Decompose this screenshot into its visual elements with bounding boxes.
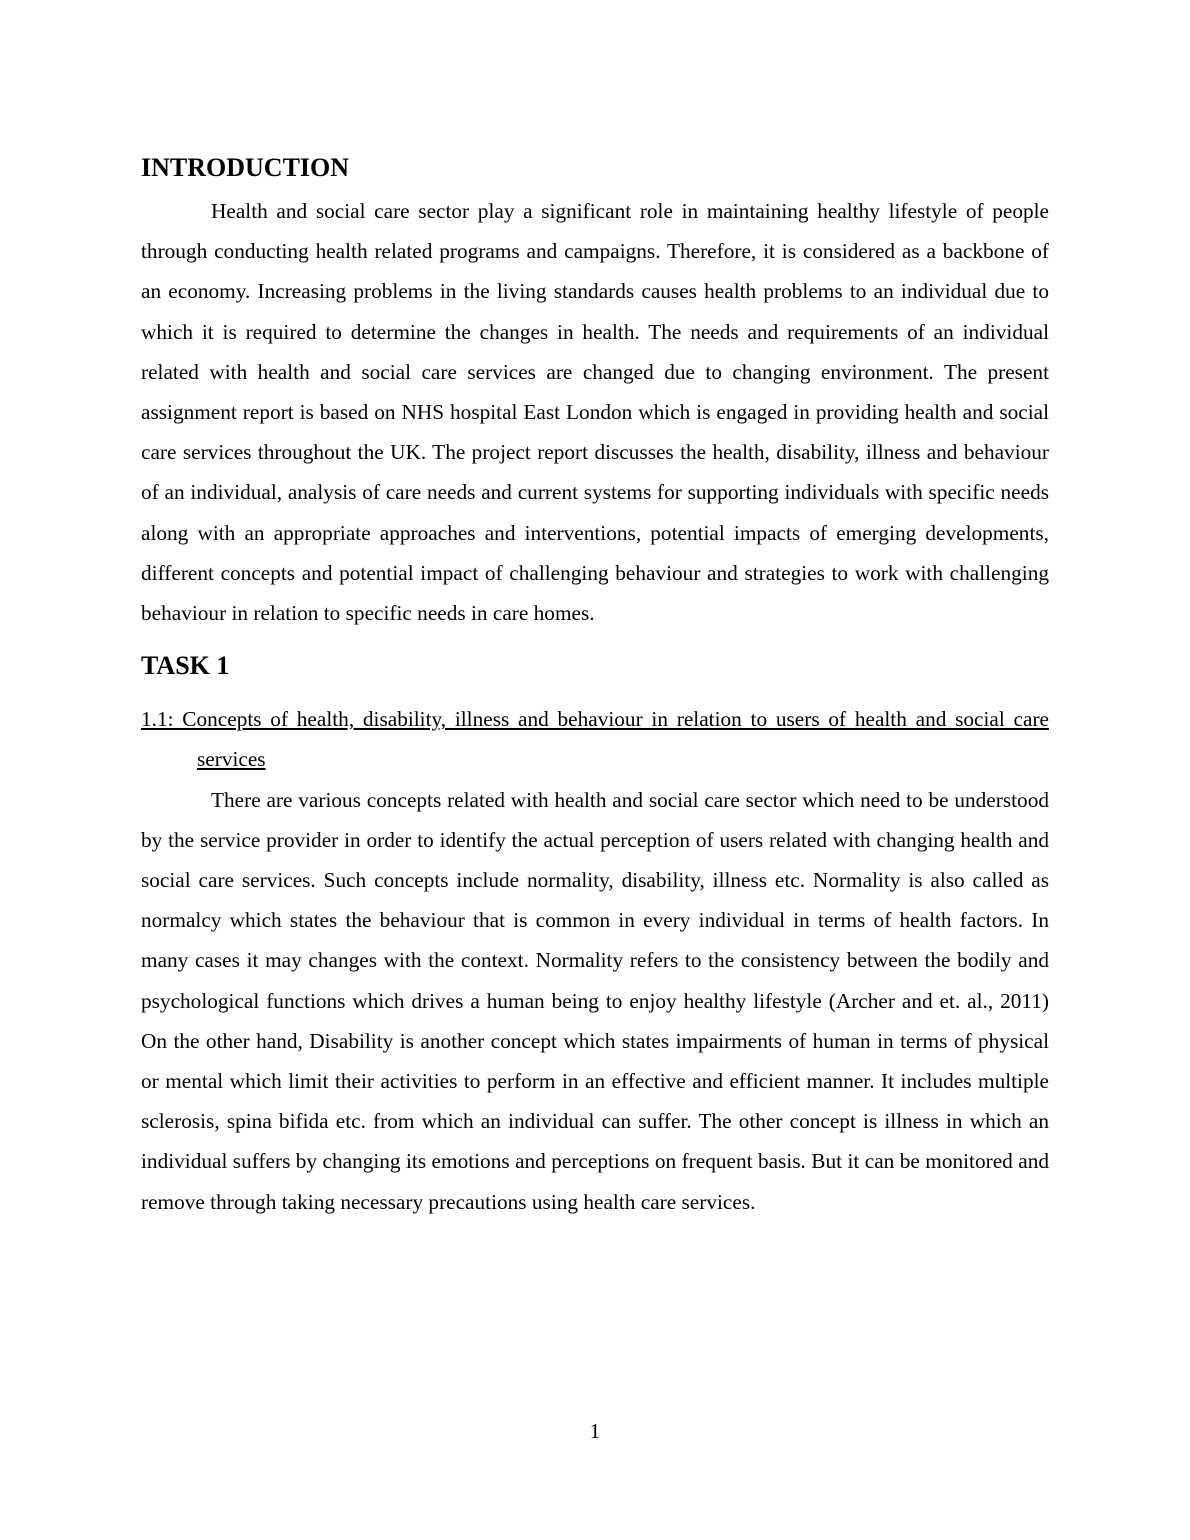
introduction-heading: INTRODUCTION (141, 153, 350, 182)
section-1-1-heading: 1.1: Concepts of health, disability, illness and behaviour in relation to users of health and social care services (141, 707, 1049, 772)
task-1-heading: TASK 1 (141, 651, 230, 681)
page-number: 1 (589, 1419, 601, 1443)
section-1-1-paragraph: There are various concepts related with health and social care sector which need to be understood by the service provider in order to identify the actual perception of users related with changing health and social care services. Such concepts include normality, disability, illness etc. Normality is also called as normalcy which states the behaviour that is common in every individual in terms of health factors. In many cases it may changes with the context. Normality refers to the consistency between the bodily and psychological functions which drives a human being to enjoy healthy lifestyle (Archer and et. al., 2011) On the other hand, Disability is another concept which states impairments of human in terms of physical or mental which limit their activities to perform in an effective and efficient manner. It includes multiple sclerosis, spina bifida etc. from which an individual can suffer. The other concept is illness in which an individual suffers by changing its emotions and perceptions on frequent basis. But it can be monitored and remove through taking necessary precautions using health care services. (141, 787, 1049, 1214)
page-content (141, 149, 1049, 1222)
introduction-paragraph: Health and social care sector play a significant role in maintaining healthy lifestyle of people through conducting health related programs and campaigns. Therefore, it is considered as a backbone of an economy. Increasing problems in the living standards causes health problems to an individual due to which it is required to determine the changes in health. The needs and requirements of an individual related with health and social care services are changed due to changing environment. The present assignment report is based on NHS hospital East London which is engaged in providing health and social care services throughout the UK. The project report discusses the health, disability, illness and behaviour of an individual, analysis of care needs and current systems for supporting individuals with specific needs along with an appropriate approaches and interventions, potential impacts of emerging developments, different concepts and potential impact of challenging behaviour and strategies to work with challenging behaviour in relation to specific needs in care homes. (141, 199, 1049, 626)
